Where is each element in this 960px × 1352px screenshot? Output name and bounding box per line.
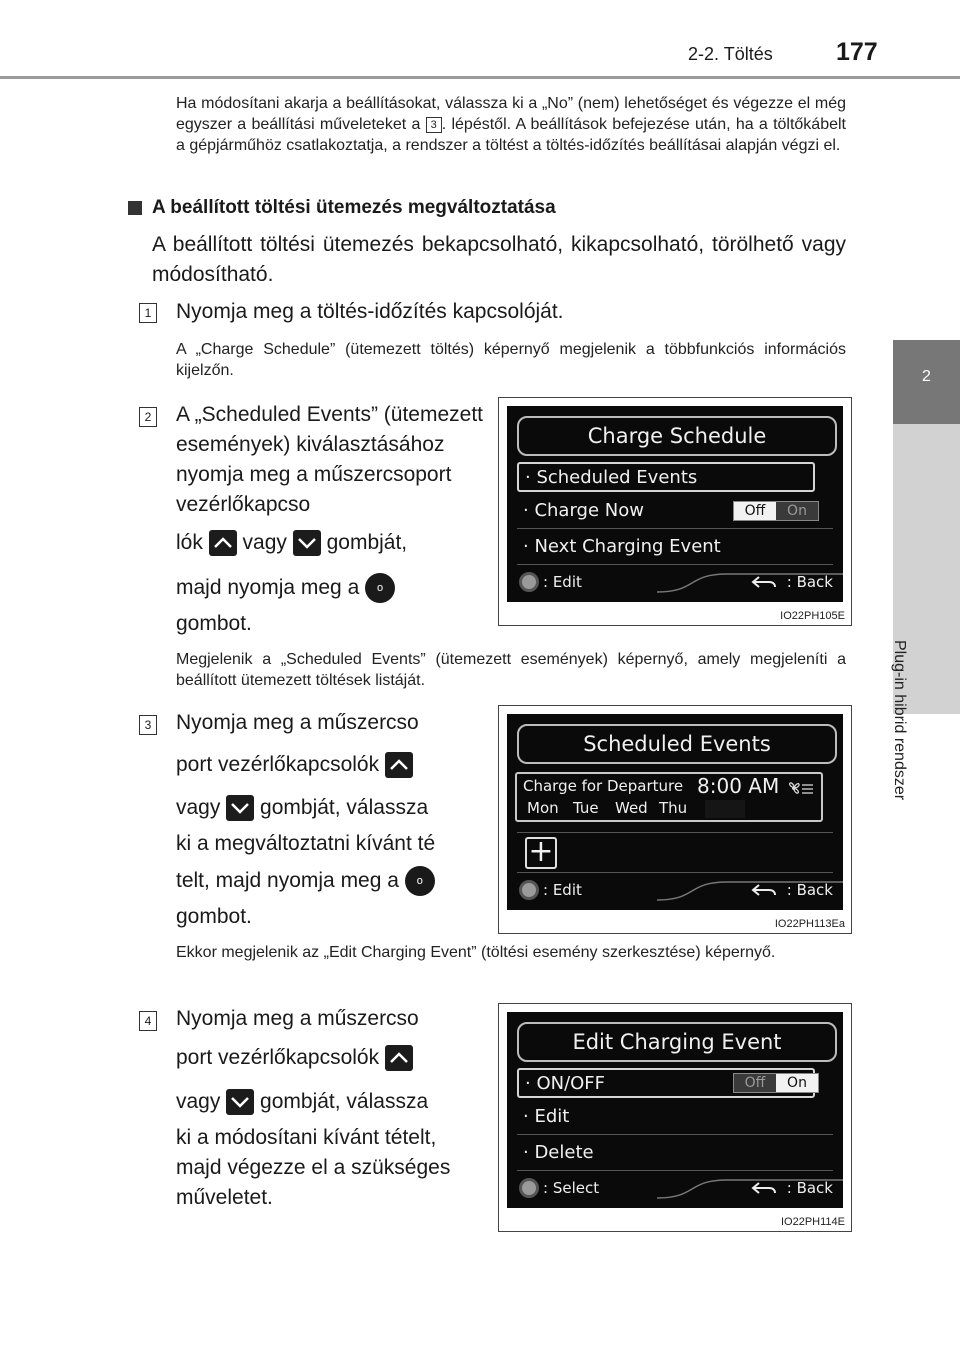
screen-title: Edit Charging Event: [517, 1022, 837, 1062]
step-number-1: 1: [139, 303, 157, 323]
screen-title: Charge Schedule: [517, 416, 837, 456]
step-3-text-line1: port vezérlőkapcsolók: [176, 750, 486, 780]
day-tue: Tue: [573, 799, 599, 817]
page-number: 177: [836, 38, 878, 66]
menu-item-next-charging-event[interactable]: · Next Charging Event: [523, 536, 721, 557]
divider: [517, 528, 833, 529]
back-arrow-icon: [751, 882, 777, 898]
step-3-text-e: ki a megváltoztatni kívánt té: [176, 832, 436, 855]
dial-icon: [519, 1178, 539, 1198]
charge-schedule-screen: [507, 406, 843, 602]
menu-item-edit[interactable]: · Edit: [523, 1106, 570, 1127]
chapter-number: 2: [922, 368, 931, 385]
step-1-text: Nyomja meg a töltés-időzítés kapcsolóját.: [176, 300, 564, 323]
step-3-text-line3: telt, majd nyomja meg a o: [176, 866, 486, 896]
back-arrow-icon: [751, 1180, 777, 1196]
fan-icon: [785, 778, 815, 798]
step-4-text-f: majd végezze el a szükséges: [176, 1156, 451, 1179]
section-description: A beállított töltési ütemezés bekapcsolható, kikapcsolható, törölhető vagy módosítható.: [152, 233, 846, 286]
event-time: 8:00 AM: [697, 774, 780, 798]
day-slot-empty: [705, 800, 745, 818]
step-2-note: Megjelenik a „Scheduled Events” (ütemezett események) képernyő, amely megjeleníti a beállított ütemezett töltések listáját.: [176, 651, 846, 689]
down-button-icon: [226, 1089, 254, 1115]
step-3-text-a: Nyomja meg a műszercso: [176, 711, 419, 734]
step-ref-box: 3: [426, 117, 442, 133]
up-button-icon: [385, 752, 413, 778]
step-2-text-line: lók vagy gombját,: [176, 528, 486, 558]
menu-item-delete[interactable]: · Delete: [523, 1142, 594, 1163]
add-event-button[interactable]: +: [525, 837, 557, 869]
divider: [517, 1170, 833, 1171]
step-3-text-g: gombot.: [176, 905, 252, 928]
figure-code: IO22PH114E: [780, 1216, 845, 1228]
day-mon: Mon: [527, 799, 559, 817]
ok-button-icon: o: [405, 866, 435, 896]
event-name: Charge for Departure: [523, 777, 684, 795]
header-rule: [0, 76, 960, 79]
screen-footer: : Edit : Back: [517, 878, 833, 904]
step-4-text-line2: vagy gombját, válassza: [176, 1087, 486, 1117]
heading-square-icon: [128, 201, 142, 215]
dial-icon: [519, 880, 539, 900]
menu-item-scheduled-events[interactable]: · Scheduled Events: [517, 462, 815, 492]
figure-code: IO22PH113Ea: [774, 918, 845, 930]
ok-button-icon: o: [365, 573, 395, 603]
divider: [517, 564, 833, 565]
section-heading: A beállított töltési ütemezés megváltoztatása: [128, 197, 556, 219]
step-4-text-g: műveletet.: [176, 1186, 273, 1209]
chapter-label: Plug-in hibrid rendszer: [891, 640, 908, 801]
charge-now-toggle[interactable]: Off On: [733, 501, 819, 521]
figure-code: IO22PH105E: [780, 610, 845, 622]
step-3-note: Ekkor megjelenik az „Edit Charging Event” (töltési esemény szerkesztése) képernyő.: [176, 944, 776, 961]
day-thu: Thu: [659, 799, 688, 817]
edit-charging-event-screen: [507, 1012, 843, 1208]
screen-footer: : Edit : Back: [517, 570, 833, 596]
section-title: 2-2. Töltés: [688, 44, 773, 64]
divider: [517, 832, 833, 833]
step-4-text-line1: port vezérlőkapcsolók: [176, 1043, 486, 1073]
down-button-icon: [226, 795, 254, 821]
dial-icon: [519, 572, 539, 592]
step-3-text-line2: vagy gombját, válassza: [176, 793, 486, 823]
event-on-off-toggle[interactable]: Off On: [733, 1073, 819, 1093]
step-4-text-a: Nyomja meg a műszercso: [176, 1007, 419, 1030]
edit-charging-event-figure: [498, 1003, 852, 1232]
step-1-note: A „Charge Schedule” (ütemezett töltés) képernyő megjelenik a többfunkciós információs kijelzőn.: [176, 341, 846, 379]
charge-schedule-figure: [498, 397, 852, 626]
screen-footer: : Select : Back: [517, 1176, 833, 1202]
divider: [517, 872, 833, 873]
intro-paragraph: Ha módosítani akarja a beállításokat, válassza ki a „No” (nem) lehetőséget és végezze el még egyszer a beállítási műveleteket a 3 . lépéstől. A beállítások befejezése után, ha a töltőkábelt a gépjárműhöz csatlakoztatja, a rendszer a töltést a töltés-időzítés beállításai alapján végzi el.: [176, 95, 847, 154]
step-4-text-e: ki a módosítani kívánt tételt,: [176, 1126, 437, 1149]
down-button-icon: [293, 530, 321, 556]
step-number-4: 4: [139, 1011, 157, 1031]
screen-title: Scheduled Events: [517, 724, 837, 764]
scheduled-events-figure: [498, 705, 852, 934]
scheduled-events-screen: [507, 714, 843, 910]
menu-item-on-off[interactable]: · ON/OFF: [517, 1068, 815, 1098]
step-2-text-a: A „Scheduled Events” (ütemezett események) kiválasztásához nyomja meg a műszercsoport vezérlőkapcso: [176, 403, 483, 516]
day-wed: Wed: [615, 799, 648, 817]
menu-item-charge-now[interactable]: · Charge Now: [523, 500, 644, 521]
step-2-text-f: gombot.: [176, 612, 252, 635]
step-number-2: 2: [139, 407, 157, 427]
up-button-icon: [385, 1045, 413, 1071]
up-button-icon: [209, 530, 237, 556]
chapter-tab: [893, 340, 960, 424]
step-2-text-line2: majd nyomja meg a o: [176, 573, 486, 603]
back-arrow-icon: [751, 574, 777, 590]
event-entry[interactable]: [515, 772, 823, 822]
step-number-3: 3: [139, 715, 157, 735]
divider: [517, 1134, 833, 1135]
